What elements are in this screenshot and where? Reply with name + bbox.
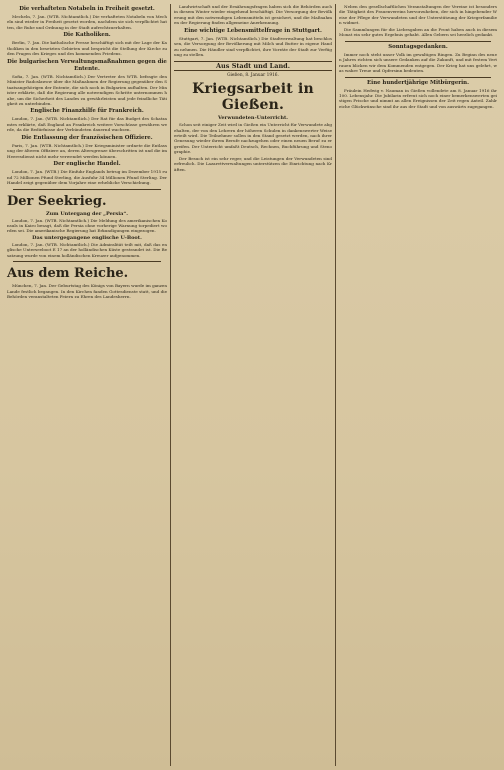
headline: Die bulgarischen Verwaltungsmaßnahmen gegen die Entente. <box>7 58 167 72</box>
headline: Die Katholiken. <box>63 32 111 39</box>
article-paragraph: Immer noch steht unser Volk im gewaltigen Ringen. Zu Beginn des neuen Jahres richten sich unsere Gedanken auf die Zukunft, und mit festem Vertrauen blicken wir dem Kommenden entgegen. Der Krieg hat uns gelehrt, was wahre Treue und Opfersinn bedeuten. <box>339 51 497 74</box>
divider <box>345 77 491 78</box>
article-paragraph: Mecheln, 7. Jan. (WTB. Nichtamtlich.) Die verhafteten Notabeln von Mecheln sind wieder in Freiheit gesetzt worden, nachdem sie sich verpflichtet hatten, die Ruhe und Ordnung in der Stadt aufrechtzuerhalten. <box>7 14 167 30</box>
article-paragraph: London, 7. Jan. (WTB. Nichtamtlich.) Die Admiralität teilt mit, daß das englische Unterseeboot E 17 an der holländischen Küste gestrandet ist. Die Besatzung wurde von einem holländischen Kreuzer aufgenommen. <box>7 241 167 258</box>
article-paragraph: Schon seit einiger Zeit wird in Gießen ein Unterricht für Verwundete abgehalten, der von den Lehrern der höheren Schulen in dankenswerter Weise erteilt wird. Die Teilnehmer sollen in den Stand gesetzt werden, nach ihrer Genesung wieder ihrem Berufe nachzugehen oder einen neuen Beruf zu ergreifen. Der Unterricht umfaßt Deutsch, Rechnen, Buchführung und Stenographie. <box>174 122 332 155</box>
headline: Eine wichtige Lebensmittelfrage in Stuttgart. <box>184 27 322 34</box>
article-paragraph: Stuttgart, 7. Jan. (WTB. Nichtamtlich.) Die Stadtverwaltung hat beschlossen, die Versorgung der Bevölkerung mit Milch und Butter in eigene Hand zu nehmen. Die Händler sind verpflichtet, ihre Vorräte der Stadt zur Verfügung zu stellen. <box>174 35 332 58</box>
subheadline: Das untergegangene englische U-Boot. <box>32 234 142 241</box>
article-paragraph: Neben den gesellschaftlichen Veranstaltungen der Vereine ist besonders die Tätigkeit des Frauenvereins hervorzuheben, der sich in hingebender Weise der Pflege der Verwundeten und der Unterstützung der Kriegerfamilien widmet. <box>339 4 497 26</box>
column-3 <box>336 4 500 766</box>
article-paragraph: Berlin, 7. Jan. Die katholische Presse beschäftigt sich mit der Lage der Katholiken in den besetzten Gebieten und bespricht die Stellung der Kirche zu den Fragen des Krieges und des kommenden Friedens. <box>7 40 167 57</box>
article-paragraph: München, 7. Jan. Der Geburtstag des Königs von Bayern wurde im ganzen Lande festlich begangen. In den Kirchen fanden Gottesdienste statt, und die Behörden veranstalteten Feiern zu Ehren des Landesherrn. <box>7 283 167 300</box>
headline: Die verhafteten Notabeln in Freiheit gesetzt. <box>19 6 155 12</box>
article-paragraph: Landwirtschaft und der Ernährungsfragen haben sich die Behörden auch in diesem Winter wieder eingehend beschäftigt. Die Versorgung der Bevölkerung mit den notwendigen Lebensmitteln ist gesichert, und die Maßnahmen der Regierung finden allgemeine Anerkennung. <box>174 4 332 26</box>
column-1 <box>4 4 170 766</box>
article-paragraph: Fräulein Hedwig v. Nauman in Gießen vollendete am 8. Januar 1916 ihr 100. Lebensjahr. Die Jubilarin erfreut sich noch einer bemerkenswerten geistigen Frische und nimmt an allen Ereignissen der Zeit regen Anteil. Zahlreiche Glückwünsche sind ihr aus der Stadt und von auswärts zugegangen. <box>339 87 497 109</box>
section-heading-stadt-land: Aus Stadt und Land. <box>174 61 332 71</box>
article-paragraph: Der Besuch ist ein sehr reger, und die Leistungen der Verwundeten sind erfreulich. Die Lazarettverwaltungen unterstützen die Einrichtung nach Kräften. <box>174 155 332 172</box>
divider <box>13 189 161 190</box>
article-paragraph: Die Sammlungen für die Liebesgaben an die Front haben auch in diesem Monat ein sehr gutes Ergebnis gehabt. Allen Gebern sei herzlich gedankt. <box>339 26 497 38</box>
headline: Die Entlassung der französischen Offiziere. <box>21 134 153 141</box>
article-paragraph: London, 7. Jan. (WTB. Nichtamtlich.) Der Rat für das Budget des Schatzamtes erklärte, daß England an Frankreich weitere Vorschüsse gewähren werde, da die Bedürfnisse der Verbündeten dauernd wachsen. <box>7 116 167 133</box>
divider <box>13 261 161 262</box>
section-heading-kriegsarbeit: Kriegsarbeit in Gießen. <box>192 81 314 114</box>
headline: Der englische Handel. <box>53 161 121 168</box>
section-heading-reich: Aus dem Reiche. <box>7 266 129 282</box>
dateline: Gießen, 8. Januar 1916. <box>227 72 279 78</box>
headline: Sonntagsgedanken. <box>388 43 448 50</box>
article-paragraph: Sofia, 7. Jan. (WTB. Nichtamtlich.) Der Vertreter des WTB. befragte den Minister Radoslawow über die Maßnahmen der Regierung gegenüber den Staatsangehörigen der Entente, die sich noch in Bulgarien aufhalten. Der Minister erklärte, daß die Regierung alle notwendigen Schritte unternommen habe, um die Sicherheit des Landes zu gewährleisten und jede feindliche Tätigkeit zu unterbinden. <box>7 73 167 106</box>
headline: Englische Finanzhilfe für Frankreich. <box>30 108 144 115</box>
subheadline: Verwundeten-Unterricht. <box>217 115 289 122</box>
article-paragraph: London, 7. Jan. (WTB. Nichtamtlich.) Die Meldung des amerikanischen Konsuls in Kairo besagt, daß die Persia ohne vorherige Warnung torpediert worden sei. Die amerikanische Regierung hat Erkundigungen eingezogen. <box>7 217 167 234</box>
section-heading-seekrieg: Der Seekrieg. <box>7 193 107 209</box>
divider <box>345 41 491 42</box>
column-2 <box>171 4 335 766</box>
article-paragraph: London, 7. Jan. (WTB.) Die Einfuhr Englands betrug im Dezember 1915 rund 72 Millionen Pfund Sterling, die Ausfuhr 34 Millionen Pfund Sterling. Der Handel zeigt gegenüber dem Vorjahre eine erhebliche Verschiebung. <box>7 169 167 186</box>
headline: Eine hundertjährige Mitbürgerin. <box>367 79 469 86</box>
article-paragraph: Paris, 7. Jan. (WTB. Nichtamtlich.) Der Kriegsminister ordnete die Entlassung der älteren Offiziere an, deren Altersgrenze überschritten ist und die im Heeresdienst nicht mehr verwendet werden können. <box>7 142 167 159</box>
subheadline: Zum Untergang der „Persia“. <box>46 210 128 217</box>
